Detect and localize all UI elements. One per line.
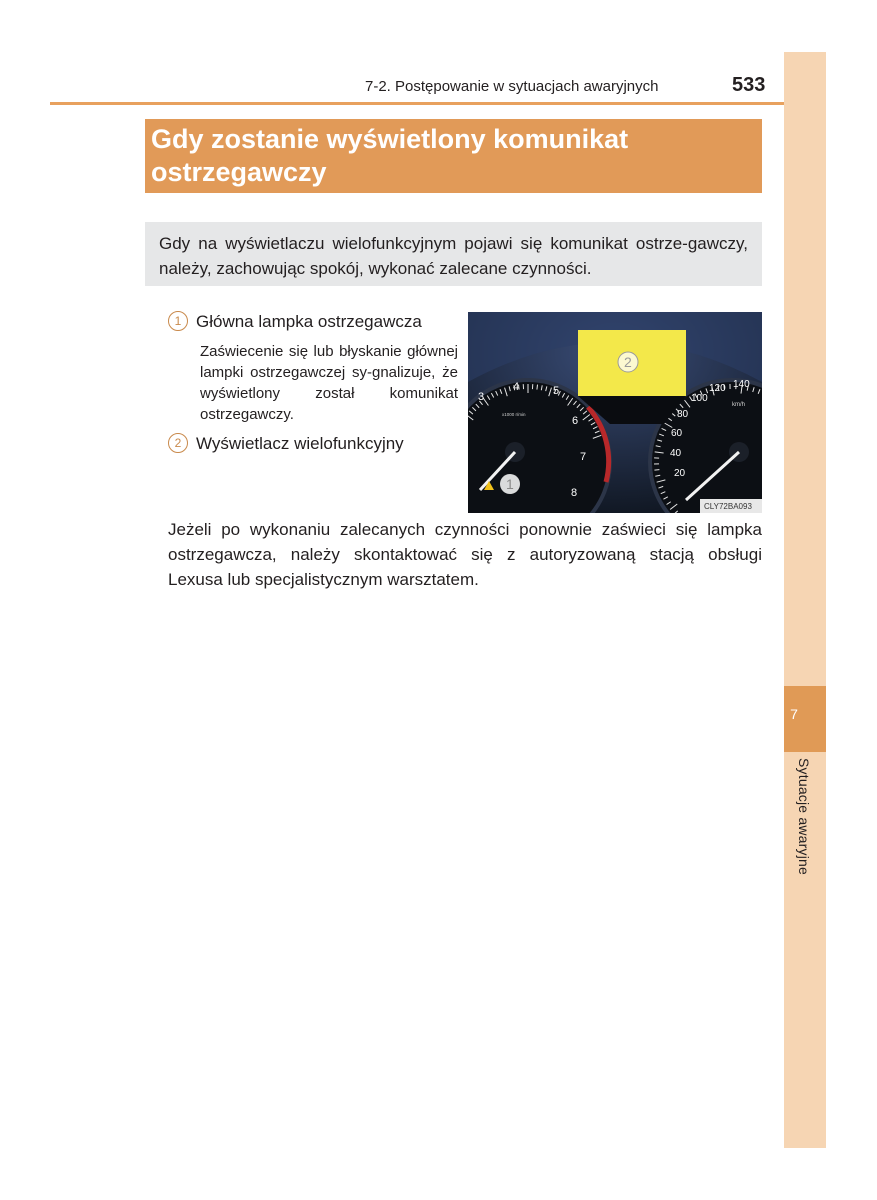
gauge-tick [537,385,538,390]
page-number: 533 [732,74,766,96]
speed-label: 140 [733,379,750,390]
section-title-line-2: ostrzegawczy [151,157,327,187]
intro-box: Gdy na wyświetlaczu wielofunkcyjnym pojawi się komunikat ostrze-gawczy, należy, zachowując spokój, wykonać zalecane czynności. [145,222,762,286]
speed-unit: km/h [732,402,746,408]
running-header: 7-2. Postępowanie w sytuacjach awaryjnych [365,78,659,95]
section-title-line-1: Gdy zostanie wyświetlony komunikat [151,124,629,154]
speed-label: 100 [691,393,708,404]
callout-2-number: 2 [624,354,632,370]
tach-label: 4 [513,381,520,393]
instrument-cluster-illustration [468,312,762,513]
item-title: Główna lampka ostrzegawcza [196,312,422,331]
callout-number: 2 [168,433,188,453]
figure-code: CLY72BA093 [704,502,752,511]
closing-line-3: Lexusa lub specjalistycznym warsztatem. [168,570,479,589]
closing-paragraph [168,517,762,592]
speed-label: 120 [709,383,726,394]
tach-label: 6 [572,415,579,427]
callout-1-number: 1 [506,476,514,492]
tach-label: 7 [580,451,587,463]
tach-unit: x1000 r/min [502,412,526,417]
callout-list [168,309,458,457]
list-item [168,431,458,457]
list-item [168,309,458,335]
speed-label: 60 [671,428,683,439]
gauge-tick [654,470,659,471]
side-tab [784,52,826,1148]
tach-label: 3 [478,391,485,403]
tach-label: 5 [553,385,560,397]
multi-information-display [578,330,686,424]
tach-label: 8 [571,487,578,499]
item-description: Zaświecenie się lub błyskanie głównej lampki ostrzegawczej sy-gnalizuje, że wyświetlony został komunikat ostrzegawczy. [200,343,458,423]
instrument-cluster-figure [468,312,762,513]
section-title [145,119,762,193]
speed-label: 20 [674,468,686,479]
closing-line-1: Jeżeli po wykonaniu zalecanych czynności ponownie zaświeci się lampka [168,520,762,539]
speed-label: 80 [677,409,689,420]
callout-number: 1 [168,311,188,331]
item-title: Wyświetlacz wielofunkcyjny [196,434,404,453]
header-divider [50,102,784,105]
side-tab-label: Sytuacje awaryjne [796,758,812,876]
speed-label: 40 [670,448,682,459]
closing-line-2: ostrzegawcza, należy skontaktować się z autoryzowaną stacją obsługi [168,545,762,564]
side-tab-number: 7 [790,706,798,722]
